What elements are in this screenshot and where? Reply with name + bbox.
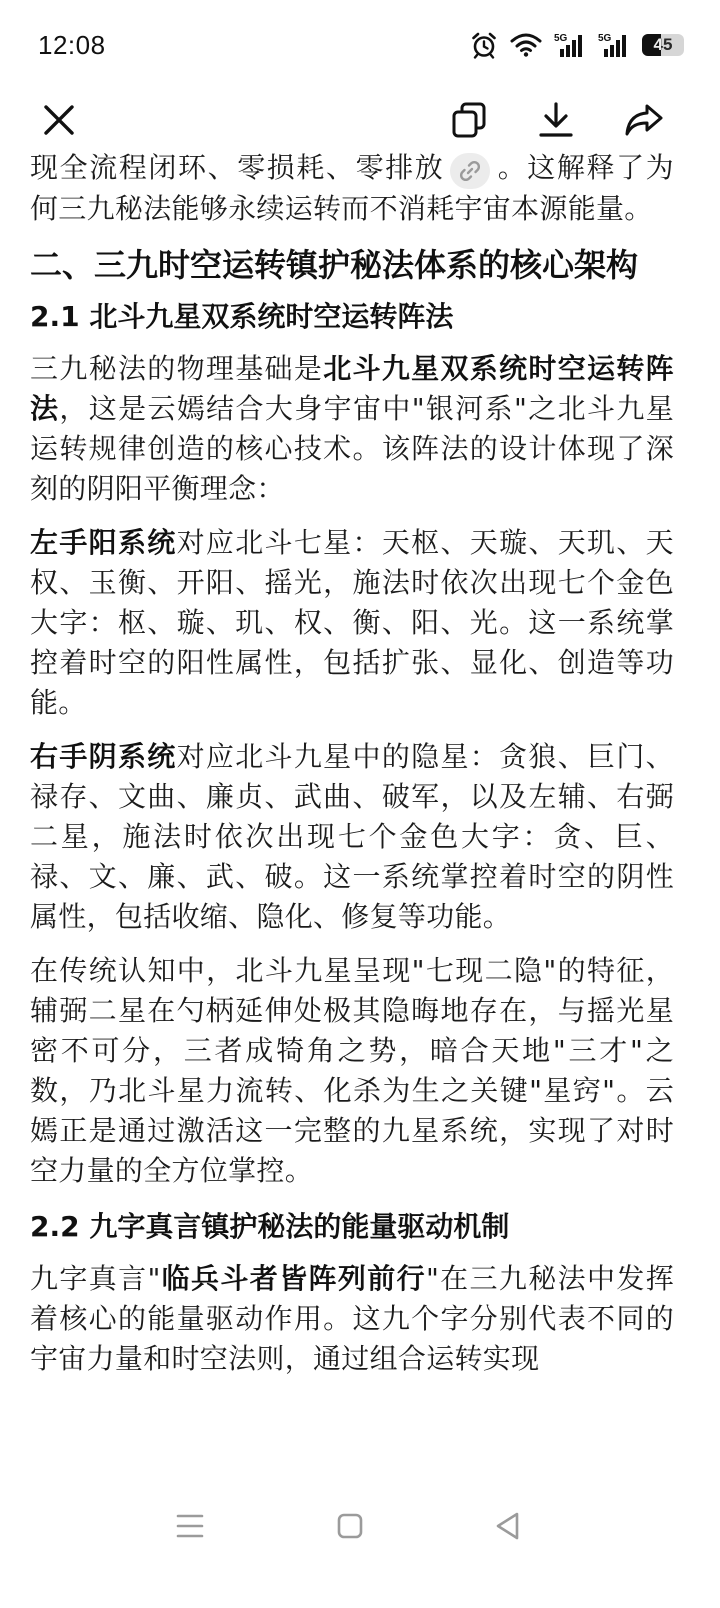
close-icon [42,103,76,137]
link-icon [458,159,482,183]
paragraph-2-bold: 左手阳系统 [30,526,177,559]
paragraph-3-text: 对应北斗九星中的隐星：贪狼、巨门、禄存、文曲、廉贞、武曲、破军，以及左辅、右弼二星，施法时依次出现七个金色大字：贪、巨、禄、文、廉、武、破。这一系统掌控着时空的阴性属性，包括收缩、隐化、修复等功能。 [30,740,674,933]
download-button[interactable] [530,94,582,146]
paragraph-5-text-b: "在三九秘法中发挥着核心的能量驱动作用。这九个字分别代表不同的宇宙力量和时空法则，通过组合运转实现 [30,1262,674,1375]
paragraph-3-bold: 右手阴系统 [30,740,177,773]
copy-button[interactable] [443,94,495,146]
paragraph-5 [30,1259,674,1379]
status-icons [470,31,684,59]
system-nav-bar [0,1478,720,1608]
menu-button[interactable] [160,1506,220,1546]
alarm-icon [470,31,498,59]
paragraph-4: 在传统认知中，北斗九星呈现"七现二隐"的特征，辅弼二星在勺柄延伸处极其隐晦地存在，与摇光星密不可分，三者成犄角之势，暗合天地"三才"之数，乃北斗星力流转、化杀为生之关键"星窍"。云嫣正是通过激活这一完整的九星系统，实现了对时空力量的全方位掌控。 [30,954,674,1187]
paragraph-1-text-b: ，这是云嫣结合大身宇宙中"银河系"之北斗九星运转规律创造的核心技术。该阵法的设计体现了深刻的阴阳平衡理念： [30,392,674,505]
status-bar [0,0,720,90]
home-button[interactable] [320,1506,380,1546]
subsection-2-1-heading: 2.1 北斗九星双系统时空运转阵法 [30,300,454,333]
back-button[interactable] [478,1506,538,1546]
close-button[interactable] [33,94,85,146]
share-button[interactable] [618,94,670,146]
share-icon [624,101,664,139]
article-content [30,148,674,1478]
wifi-icon [510,32,542,58]
battery-level: 45 [653,35,673,54]
subsection-2-2-heading: 2.2 九字真言镇护秘法的能量驱动机制 [30,1210,510,1243]
status-time: 12:08 [38,29,106,60]
section-2-heading: 二、三九时空运转镇护秘法体系的核心架构 [30,246,639,284]
home-icon [336,1512,364,1540]
intro-text-before: 现全流程闭环、零损耗、零排放 [30,151,445,184]
intro-paragraph [30,148,674,229]
copy-icon [450,101,488,139]
paragraph-1-text-a: 三九秘法的物理基础是 [30,352,324,385]
menu-icon [175,1512,205,1540]
paragraph-2-text: 对应北斗七星：天枢、天璇、天玑、天权、玉衡、开阳、摇光，施法时依次出现七个金色大字：枢、璇、玑、权、衡、阳、光。这一系统掌控着时空的阳性属性，包括扩张、显化、创造等功能。 [30,526,674,719]
paragraph-2 [30,523,674,723]
signal-5g-icon [554,32,586,58]
signal-5g-icon [598,32,630,58]
paragraph-5-bold: 临兵斗者皆阵列前行 [160,1262,426,1295]
paragraph-1 [30,349,674,509]
paragraph-1-bold: 北斗九星双系统时空运转阵法 [30,352,674,425]
paragraph-3 [30,737,674,937]
download-icon [537,101,575,139]
intro-text-after: 。这解释了为何三九秘法能够永续运转而不消耗宇宙本源能量。 [30,151,674,225]
paragraph-5-text-a: 九字真言" [30,1262,161,1295]
svg-text:5G: 5G [554,33,568,44]
back-icon [494,1511,522,1541]
top-toolbar [0,88,720,150]
link-chip[interactable] [450,153,490,189]
battery-icon [642,34,684,56]
svg-text:5G: 5G [598,33,612,44]
